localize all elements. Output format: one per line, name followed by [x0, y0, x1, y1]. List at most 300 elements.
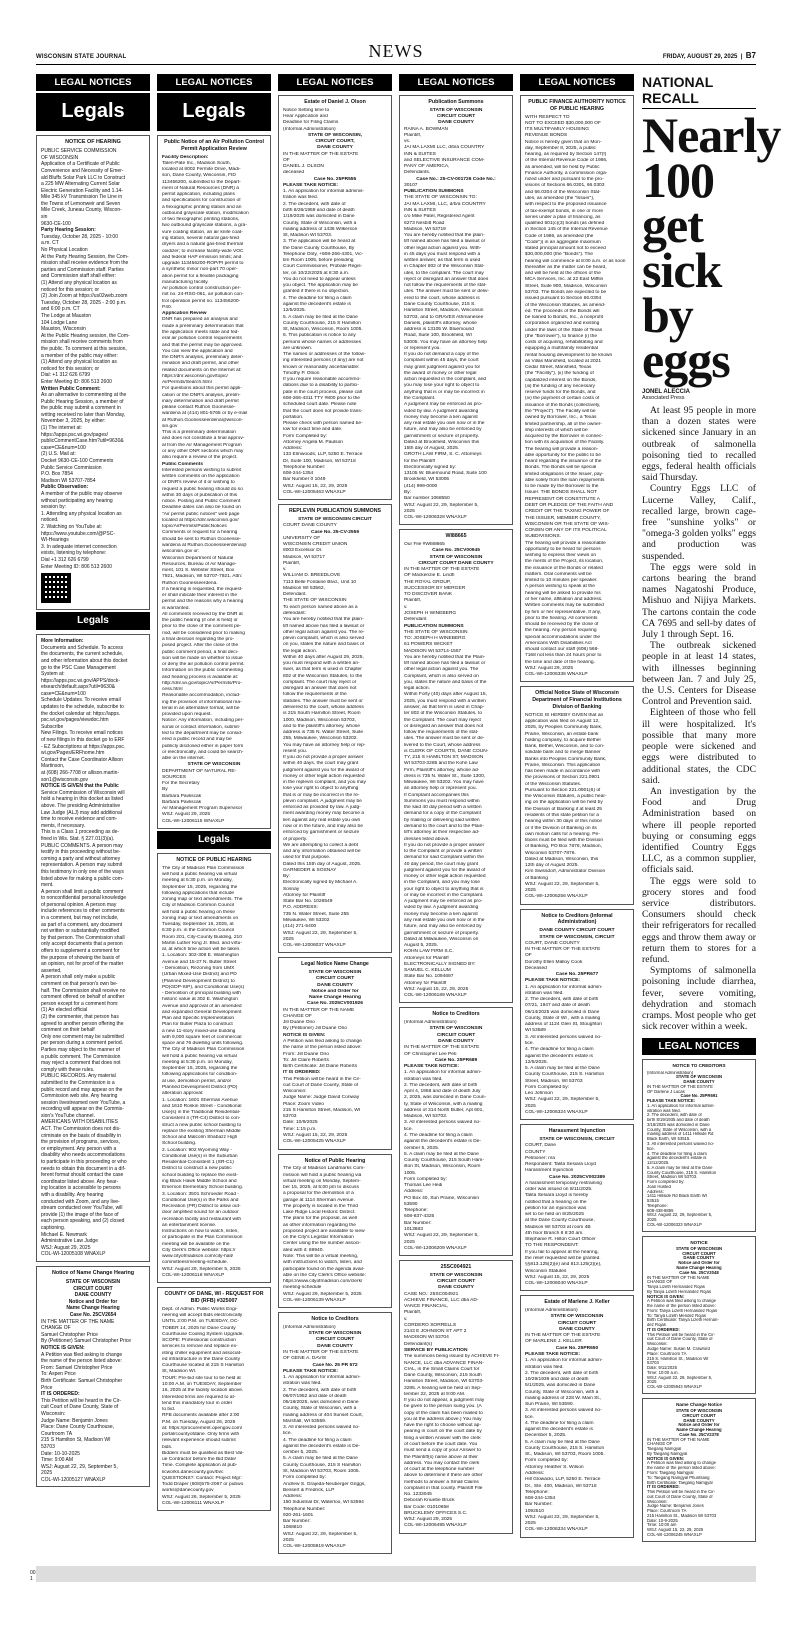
notice-line: Summons you must respond within — [404, 798, 480, 804]
notice-line: cuit Court of Dane County, State of — [41, 1404, 119, 1411]
notice-line: or employment. Any person with a — [41, 1145, 117, 1152]
notice-line: with respect to the proposed issuance — [525, 202, 607, 208]
notice-line: ty, State of Wisconsin, with a mailing — [404, 1101, 483, 1107]
notice-line: and 66.0304 of the Wisconsin Stat- — [525, 189, 601, 195]
notice-line: you must respond with a written an- — [283, 661, 360, 667]
notice-line: CHANGE OF — [647, 1280, 673, 1285]
notice-line: proposed project are available to view — [283, 1228, 365, 1234]
notice-line: WSJ: August 22, 29, September 5, — [41, 1463, 118, 1470]
notice-line: v. — [404, 1316, 408, 1322]
notice-line: ELECTRONICALLY SIGNED BY: — [404, 961, 476, 967]
notice-line: Code of 1986, as amended (the — [525, 233, 594, 239]
notice-line: Defendant. — [283, 592, 307, 598]
notice-line: (Informal Administration) — [647, 1070, 694, 1075]
notice-line: WSJ: August 22, 29, September 5, — [525, 881, 600, 887]
notice-line: WSJ: August 15, 22, 29, 2025 — [525, 1274, 590, 1280]
legal-notice — [157, 135, 271, 829]
notice-line: (2) Join Zoom at https://us02web.zoom — [41, 293, 128, 300]
notice-line: CIRCUIT COURT — [682, 1413, 716, 1418]
notice-line: STATE OF WISCONSIN — [675, 1246, 723, 1251]
notice-line: $30,000,000 (the "Bonds"). The — [525, 252, 593, 258]
notice-line: or if the Division of Banking on its — [525, 825, 597, 831]
notice-line: series under a plan of financing, as — [525, 214, 601, 220]
notice-line: COL-WI-12005919 WNAXLP — [283, 1544, 346, 1550]
notice-line: 12th day of August 2025. — [525, 863, 579, 869]
notice-line: A Petition was filed asking to change — [647, 1461, 716, 1466]
headline-line: 100 get — [642, 152, 714, 253]
notice-line: exists, listening by telephone: — [41, 550, 107, 557]
notice-line: against the decedent's estate is — [525, 1053, 593, 1059]
notice-line: JOSEPH H WINEBERG — [404, 610, 457, 616]
notice-line: GARNEDER & SOSNAY — [283, 867, 337, 873]
notice-line: ment awarding money may become a — [283, 811, 365, 817]
notice-line: 255, Milwaukee, Wisconsin 53202. — [283, 736, 358, 742]
notice-line: include references to other comments — [41, 908, 125, 915]
notice-line: Written Public Comment: — [41, 385, 101, 392]
notice-line: Case No. 2025CV002389 — [549, 1174, 605, 1180]
notice-line: submitted to the Commission is a — [41, 1079, 115, 1086]
notice-line: County, State of Wisconsin, with a — [283, 220, 357, 226]
notice-line: This Petition will be heard in the Cir- — [647, 1332, 716, 1337]
notice-line: will hold a public hearing on these — [162, 909, 235, 915]
notice-line: mission shall receive evidence from the — [41, 260, 129, 267]
notice-line: an opinion, not for proof of the matter — [41, 961, 124, 968]
notice-line: cuit Court of Dane County, State of — [647, 1494, 713, 1499]
masthead — [36, 40, 756, 65]
notice-line: 3. All interested persons waived no- — [647, 1142, 715, 1146]
notice-line: struct a new public school building to — [162, 1122, 242, 1128]
notice-line: STATE OF WISCONSIN, CIRCUIT — [539, 934, 615, 940]
notice-line: You can view the application and — [162, 348, 233, 354]
notice-line: By: — [404, 489, 412, 495]
legal-column-1 — [36, 74, 150, 1487]
notice-line: the Division of Banking if at least 25 — [525, 806, 602, 812]
notice-line: Plaintiff, — [404, 132, 422, 138]
notice-line: Bar Number: — [404, 1220, 432, 1226]
notice-line: This Petition will be heard in the Cir- — [283, 1076, 361, 1082]
notice-line: granted if there is no objection. — [283, 289, 350, 295]
notice-line: Date: 10-9-2025 — [647, 1518, 678, 1523]
notice-line: a flexographic printing station and an — [162, 204, 242, 210]
notice-line: Case No. 25PR555 — [313, 176, 357, 182]
legal-notice — [642, 1398, 756, 1542]
notice-line: ed. The proceeds of the Bonds will — [525, 308, 600, 314]
notice-line: - Demolition of principal building with — [162, 991, 241, 997]
notice-line: IT IS ORDERED: — [283, 1070, 321, 1076]
notice-line: ments, if necessary. — [41, 822, 86, 829]
notice-line: Case No. 25CV2654 — [69, 1312, 117, 1319]
notice-line: Ruthon Goonesseerdena. — [162, 580, 218, 586]
notice-line: §§813.125(2)(e) and 813.125(2)(e), — [525, 1262, 602, 1268]
notice-line: holding company, to acquire Bethel — [525, 737, 601, 743]
notice-line: Case No. 25CV00945 — [432, 548, 480, 554]
legal-notice — [278, 1312, 392, 1554]
notice-line: Birth Certificate: Samuel Christopher — [41, 1377, 123, 1384]
notice-line: Notice and Order for — [678, 1423, 720, 1428]
notice-line: As an alternative to commenting at the — [41, 392, 127, 399]
notice-line: Service Commission of Wisconsin will — [41, 789, 125, 796]
notice-line: heard regarding the issuance of the — [525, 459, 602, 465]
notice-line: If a hearing is requested, the request- — [162, 586, 243, 592]
notice-line: tiff's attorney at their respective ad- — [404, 830, 480, 836]
notice-line: ue Contractor before the Bid Date/ — [162, 1457, 237, 1463]
notice-line: PLEASE TAKE NOTICE: — [525, 978, 580, 984]
notice-line: posed project. After the close of the — [162, 643, 239, 649]
notice-title: Legal Notice Name Change — [301, 961, 369, 968]
notice-line: demand to the court and to the Plain- — [404, 824, 484, 830]
notice-line: Public Hearing Session, a member of — [41, 398, 124, 405]
notice-line: STATE OF WISCONSIN, — [307, 132, 363, 138]
notice-line: outbound grayscale station, modification — [162, 210, 249, 216]
notice-line: QUESTIONS?: Contact: Project Mgr: — [162, 1475, 242, 1481]
notice-line: tiff named above has filed a lawsuit or — [404, 239, 486, 245]
notice-line: City Clerk's Office website: https:// — [162, 1247, 236, 1253]
notice-line: 1005. — [404, 1170, 417, 1176]
legal-notice — [157, 1287, 271, 1511]
notice-line: GROTH LAW FIRM, S. C. Attorneys — [404, 452, 482, 458]
notice-line: ferent format should contact the case — [41, 1172, 124, 1179]
story-paragraph: An investigation by the Food and Drug Administration based on where ill people reported buying or consuming eggs identified Country Eggs LLC, as a common supplier, officials said. — [642, 785, 756, 876]
notices-list — [520, 95, 634, 1538]
notice-line: To: Aspen Price — [41, 1371, 76, 1378]
notice-line: CIRCUIT COURT — [436, 1032, 476, 1038]
notice-line: money may become a lien against — [404, 911, 478, 917]
notice-line: tice. — [283, 1431, 292, 1437]
notice-line: conducted with Zoom, and any live- — [41, 1198, 120, 1205]
notice-line: From: Jill Duane Ono — [283, 1051, 329, 1057]
notice-line: 7113 Belle Fontaine Blvd., Unit 10 — [283, 579, 357, 585]
notice-line: WSJ: August 26, September 5, 2025 — [162, 1494, 241, 1500]
folio-line: 1 — [30, 1576, 33, 1582]
notice-line: thereafter as the matter can be heard, — [525, 264, 607, 270]
notice-line: a new 11-story mixed-use building — [162, 1028, 236, 1034]
notice-line: 40 day period, the court may grant — [404, 861, 479, 867]
notice-line: For the Secretary — [162, 781, 200, 787]
notice-line: c/o Mike Patel, Registered Agent — [404, 214, 475, 220]
notice-line: (Informal Administration) — [283, 126, 336, 132]
notice-line: Enter Meeting ID: 806 513 2600 — [41, 378, 112, 385]
notice-line: 53515 — [647, 1199, 659, 1204]
notice-line: the time and date of the hearing. — [525, 659, 595, 665]
notice-line: (1) An elected official — [41, 1007, 88, 1014]
notice-line: Defendants. — [404, 170, 431, 176]
notice-line: "Code")) in an aggregate maximum — [525, 239, 601, 245]
notice-line: swer, as that term is used in Chapter — [283, 667, 362, 673]
notice-line: the name of the person listed above: — [647, 1466, 716, 1471]
notice-title: REPLEVIN PUBLICATION SUMMONS — [288, 508, 382, 515]
notice-line: DANE COUNTY — [438, 1039, 474, 1045]
notice-line: utes. The answer must be sent or de- — [404, 736, 485, 742]
notice-line: garage at 1114 Sherman Avenue. — [283, 1197, 355, 1203]
notice-line: be given to the person suing you. (A — [404, 1404, 482, 1410]
notice-line: 3. All interested persons waived no- — [525, 1408, 602, 1414]
notice-line: terial in an alternative format, will be — [162, 705, 240, 711]
notice-line: comply with these rules. — [41, 1066, 95, 1073]
notice-line: Madison, WI 53717 — [283, 554, 325, 560]
notice-line: IT IS ORDERED: — [647, 1327, 680, 1332]
notice-line: 5/1/2025, was domiciled in Dane — [525, 1383, 596, 1389]
notice-line: No Physical Location — [41, 247, 88, 254]
page-number: B7 — [745, 51, 756, 60]
notice-line: IN THE MATTER OF THE ESTATE — [525, 947, 601, 953]
notice-line: At the Party Hearing Session, the Com- — [41, 253, 129, 260]
notice-line: DANE COUNTY — [438, 120, 474, 126]
notice-line: Tuesday, October 28, 2025 - 10:00 — [41, 233, 118, 240]
notice-line: COL-WI-12005943 WNAXLP — [647, 1385, 702, 1390]
notice-line: 4. The deadline for filing a claim — [283, 295, 352, 301]
notice-line: half. The Commission shall receive no — [41, 987, 126, 994]
notice-line: as amended, will be held by Public — [525, 164, 600, 170]
notice-line: WSJ: August 15, 22, 29, 2025 — [283, 1133, 348, 1138]
notice-line: PLEASE TAKE NOTICE: — [283, 1368, 338, 1374]
legal-notice — [36, 135, 150, 610]
notice-line: opportunity to be heard for persons — [525, 546, 601, 552]
notice-line: County Courthouse, 215 S. Hamilton — [647, 1170, 717, 1175]
notice-line: future, and may also be enforced by — [404, 427, 482, 433]
notice-line: COL-WI-12006209 WNAXLP — [404, 1245, 467, 1251]
notice-line: dress is 735 N. Water St., Suite 1300, — [404, 773, 486, 779]
notice-line: Hear Application and — [283, 114, 328, 120]
notice-line: dresses listed above. — [404, 836, 450, 842]
notice-line: should be received by the close of — [525, 622, 599, 628]
notice-line: future, and may also be enforced by — [404, 924, 482, 930]
notice-title: Official Notice State of Wisconsin Department of Financial Institutions Division of Banking — [532, 690, 622, 710]
notice-line: P.M. on Tuesday, August 26, 2025 — [162, 1419, 236, 1425]
notice-line: REPRESENT OR CONSTITUTE A — [525, 496, 600, 502]
notice-line: All comments received by the DNR at — [162, 611, 243, 617]
notice-line: St, Madison WI. — [162, 1369, 197, 1375]
notice-line: istration was filed. — [404, 1076, 443, 1082]
notice-line: meeting will be available on the — [162, 1241, 230, 1247]
notice-line: and 1610 Roskin Street - Conditional — [162, 1103, 242, 1109]
notice-line: STATE OF WISCONSIN — [675, 1409, 723, 1414]
notice-line: SCOPE: Professional construction — [162, 1338, 237, 1344]
notice-line: Madison, WI 53703. — [404, 1114, 448, 1120]
notice-line: WSJ: August 22, 29, September 5, — [404, 502, 479, 508]
notice-line: Electronically signed by Michael A. — [283, 880, 358, 886]
notice-line: 2025 — [525, 1521, 536, 1527]
notice-line: Brookfield, WI 53005 — [404, 477, 450, 483]
notice-line: IN THE MATTER OF THE ESTATE — [404, 567, 480, 573]
notice-line: Enter Meeting ID: 806 513 2600 — [41, 563, 112, 570]
notice-line: birth 8/19/1935 and date of death — [647, 1118, 710, 1123]
notice-line: 2025 — [41, 1470, 53, 1477]
notice-line: relevant experience should submit — [162, 1438, 236, 1444]
notice-line: an entertainment license. — [162, 1222, 217, 1228]
notice-line: COL-WI-12005108 WNAXLP — [41, 1251, 106, 1258]
legal-notices-header: LEGAL NOTICES — [642, 1038, 756, 1055]
notice-line: upgrade 113456200-ROP/PI permit to — [162, 261, 244, 267]
notice-line: 215 S. Hamilton St., Madison WI — [647, 1356, 709, 1361]
notice-line: offers to supplement a comment for — [41, 948, 120, 955]
notice-line: tice. — [525, 1041, 534, 1047]
notice-line: other legal action against you. With- — [404, 245, 482, 251]
notice-line: the name of the person listed above: — [283, 1045, 362, 1051]
notice-line: Todd Draper (608)575-2067 or pubwo — [162, 1482, 244, 1488]
notice-line: issuance of the Bonds (collectively, — [525, 402, 601, 408]
notice-line: Dane County, Wisconsin, 215 South — [404, 1373, 482, 1379]
notice-line: PUBLIC SERVICE COMMISSION — [41, 148, 117, 155]
notice-line: utes, to the complaint. The court may — [404, 270, 484, 276]
notice-line: TOBER 14, 2025 for Dane County — [162, 1325, 236, 1331]
notice-line: 735 N. Water Street, Suite 255 — [283, 911, 349, 917]
notice-line: mission will hold a public hearing via — [283, 1172, 362, 1178]
notice-line: 1. An application for informal admin- — [404, 1070, 482, 1076]
notice-line: with 9,000 square feet of commercial — [162, 1034, 242, 1040]
notice-line: Time: 9:00 AM — [41, 1457, 74, 1464]
notice-line: vided by law. A judgment awarding — [404, 905, 479, 911]
notice-line: meeting-schedule — [283, 1285, 322, 1291]
notice-line: St, Madison WI 53703, Room 1005. — [283, 1469, 360, 1475]
notice-line: The plans for the proposal, as well — [283, 1216, 358, 1222]
story-paragraph: Symptoms of salmonella poisoning include diarrhea, fever, severe vomiting, dehydration and stomach cramps. Most people who get sick recover within a week. — [642, 965, 756, 1033]
notice-line: WI-Hearings — [41, 537, 69, 544]
notice-line: Public Observation: — [41, 484, 89, 491]
notice-line: on you, states the nature and basis of — [283, 642, 365, 648]
notice-line: Bar Code: 01010658 — [404, 1504, 449, 1510]
notice-line: against the decedent's estate is — [647, 1156, 707, 1161]
notice-line: Barbara Pavliscak — [162, 799, 202, 805]
notice-line: public record and may appear on the — [41, 1086, 123, 1093]
notice-line: Respondent: Talita Sesiara Lloyd — [525, 1162, 596, 1168]
notice-line: 30107 — [404, 182, 418, 188]
notice-line: made a preliminary determination that — [162, 323, 244, 329]
story-paragraph: Country Eggs LLC of Lucerne Valley, Calif., recalled large, brown cage-free "sunshine yolks" or "omega-3 golden yolks" eggs and production was suspended. — [642, 483, 756, 562]
notice-line: Interested persons wishing to submit — [162, 467, 241, 473]
notice-line: IT IS ORDERED: — [647, 1485, 680, 1490]
legal-column-2 — [157, 74, 271, 1511]
notice-line: Deadline dates can also be found on — [162, 505, 241, 511]
notice-line: 2. The decedent, with date of birth — [525, 1370, 599, 1376]
notice-line: STATE OF WISCONSIN — [429, 107, 483, 113]
recall-story — [642, 74, 781, 1542]
notice-line: acquired by the Borrower in connec- — [525, 434, 604, 440]
notice-line: captioning. — [41, 1224, 66, 1231]
notice-line: order was issued on 8/11/2025. — [525, 1187, 593, 1193]
notice-title: NOTICE OF HEARING — [65, 139, 121, 145]
notice-line: matters. Oral comments will be — [525, 571, 592, 577]
notice-line: 4. The deadline for filing a claim — [283, 1437, 352, 1443]
notice-line: More Information: — [41, 638, 84, 645]
legal-notice — [399, 1007, 513, 1256]
notice-line: COURT DANE COUNTY — [283, 523, 337, 529]
notice-line: Form completed by: — [283, 1475, 326, 1481]
notice-line: able on the City Clerk's Office website: — [283, 1272, 366, 1278]
notice-line: case=CE&num=100 — [41, 690, 86, 697]
notice-line: of property. — [283, 836, 308, 842]
notice-line: hearing will commence at 8:00 a.m. or as soon — [525, 258, 626, 264]
legal-notice — [36, 634, 150, 1262]
notice-line: WSJ: August 22, 29, September 5, — [647, 1213, 713, 1218]
notice-line: ter, on 10/22/2025 at 8:30 a.m. — [283, 270, 350, 276]
notice-line: you object. The application may be — [283, 283, 359, 289]
notice-line: Dated at Madison, Wisconsin, this — [525, 856, 599, 862]
notice-line: Courtroom 7A — [41, 1430, 73, 1437]
notice-line: The City of Madison Plan Commission — [162, 1047, 245, 1053]
notice-line: PUBLICATION SUMMONS — [404, 623, 464, 629]
notice-line: 608-244-1354 — [283, 471, 314, 477]
notice-line: STATE OF WISCONSIN — [308, 970, 362, 976]
notice-line: OF — [283, 157, 290, 163]
notice-line: Thomas Lee Hedi — [404, 1183, 443, 1189]
notice-line: anything that is or may be incorrect in — [404, 389, 485, 395]
notice-line: riod, will be considered prior to making — [162, 630, 245, 636]
notice-line: https://apps.psc.wi.gov/pages/ — [41, 431, 108, 438]
folio-line: 00 — [30, 1570, 36, 1576]
notice-line: Public Comments — [162, 461, 204, 467]
notice-line: Harassment Injunction — [525, 1168, 574, 1174]
legal-notice — [642, 1236, 756, 1394]
notice-line: WITH RESPECT TO — [525, 114, 570, 120]
notice-line: equipping a multifamily residential — [525, 346, 598, 352]
notice-line: IT IS ORDERED: — [41, 1391, 80, 1398]
notice-line: Dr., Ste. 400, Madison, WI 53718 — [525, 1483, 597, 1489]
notice-line: Judge Name: Judge David Conway — [283, 1095, 360, 1101]
story-body — [642, 405, 756, 1032]
notice-line: To: Jill Claire Roberts — [283, 1057, 329, 1063]
notice-line: of the Wisconsin Statutes, as amend- — [525, 302, 606, 308]
notice-line: in Section 145 of the Internal Revenue — [525, 227, 608, 233]
notice-line: action requested in the complaint, and — [404, 377, 487, 383]
notice-line: time to receive evidence and com- — [41, 816, 118, 823]
legal-notice — [36, 1266, 150, 1488]
notice-line: listed above for making a public com- — [41, 875, 124, 882]
notice-title: Notice of Name Change Hearing — [51, 1269, 135, 1276]
notice-line: enforced by garnishment or seizure — [283, 830, 360, 836]
notice-line: DANIEL J. OLSON — [283, 164, 324, 170]
notice-line: PD(GDP-SIP), and Conditional Use(s) — [162, 984, 245, 990]
notice-line: STATE OF WISCONSIN — [308, 1331, 362, 1337]
notice-line: (414) 999-0000 — [404, 483, 438, 489]
notice-line: DEPARTMENT OF NATURAL RE- — [162, 768, 237, 774]
notice-line: Street, Madison, WI 53703 — [525, 1078, 583, 1084]
headline — [642, 107, 781, 388]
notice-line: WSJ: August 22, 29, September 5, — [647, 1375, 713, 1380]
notice-line: OF WISCONSIN — [41, 154, 79, 161]
notice-line: son1@wisconsin.gov — [41, 776, 89, 783]
notice-line: tration was filed. — [283, 195, 319, 201]
notice-line: TOUR: Pre-bid site tour to be held at — [162, 1375, 241, 1381]
notice-line: 608-244-1354 — [525, 1496, 556, 1502]
notice-line: and hearing process is available at: — [162, 674, 239, 680]
notice-line: Complaint, which is also served on — [404, 673, 479, 679]
notice-line: DANE COUNTY — [683, 1080, 715, 1085]
notice-line: 2025 — [283, 936, 294, 942]
notice-line: CREDIT OR THE TAXING POWER OF — [525, 509, 610, 515]
notice-line: WISCONSIN CREDIT UNION — [283, 542, 348, 548]
notice-line: Our File #WI88665 — [404, 542, 445, 548]
notice-line: wardena at (414) 801-5765 or by e-mail — [162, 411, 248, 417]
notice-line: TO: JOSEPH H WINEBERG — [404, 636, 466, 642]
notice-line: We are attempting to collect a debt — [283, 842, 359, 848]
notice-line: Electronically signed by: — [404, 464, 457, 470]
legals-banner: Legals — [157, 93, 271, 131]
notice-line: of court at the telephone number — [404, 1467, 475, 1473]
notice-line: wardena at Ruthon.Goonesseerdena@ — [162, 543, 247, 548]
notice-line: 15th day of August, 2025. — [404, 446, 460, 452]
notice-line: Plan and Specific Implementation — [162, 1016, 235, 1022]
notice-line: plevin complaint. A judgment may be — [283, 798, 362, 804]
notice-line: Daniels, plaintiff's attorney, whose — [404, 320, 477, 326]
notice-line: Place: Courtroom 7A — [647, 1509, 687, 1514]
notice-line: qualified 501(c)(3) bonds (as defined — [525, 221, 605, 227]
notice-line: to be made by the Borrower to the — [525, 484, 599, 490]
notice-line: recording will appear on the Commis- — [41, 1106, 124, 1113]
notice-line: OF Christopher Lee Peti — [404, 1051, 457, 1057]
notice-line: 215 S Hamilton Street, Madison, WI — [283, 1107, 361, 1113]
notice-line: of tax-exempt bonds, in one or more — [525, 208, 604, 214]
notice-line: demand for a copy of the Complaint — [404, 811, 481, 817]
